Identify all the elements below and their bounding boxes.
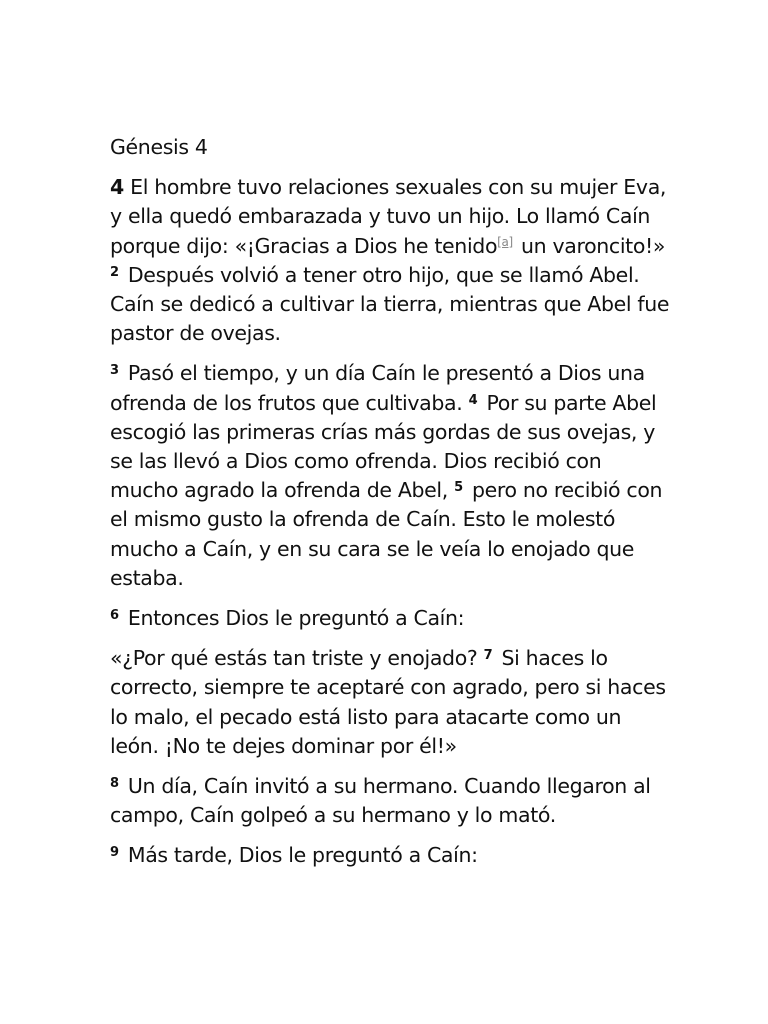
footnote-link-a[interactable]: [a]	[497, 234, 513, 249]
paragraph-verse-6	[110, 604, 670, 633]
verse-1-text-a: El hombre tuvo relaciones sexuales con su mujer Eva, y ella quedó embarazada y tuvo un hijo. Lo llamó Caín porque dijo: «¡Gracias a Dios he tenido	[110, 175, 667, 258]
verse-6-quote-text: «¿Por qué estás tan triste y enojado?	[110, 646, 484, 671]
verse-number-7: 7	[483, 648, 493, 664]
document-page	[110, 133, 670, 882]
verse-number-8: 8	[110, 776, 119, 792]
verse-8-text: Un día, Caín invitó a su hermano. Cuando llegaron al campo, Caín golpeó a su hermano y lo mató.	[110, 774, 651, 828]
verse-number-6: 6	[110, 608, 119, 624]
verse-5-text: pero no recibió con el mismo gusto la ofrenda de Caín. Esto le molestó mucho a Caín, y en su cara se le veía lo enojado que estaba.	[110, 478, 663, 590]
verse-1-text-b: un varoncito!»	[514, 233, 666, 258]
verse-number-9: 9	[110, 845, 119, 861]
verse-3-text: Pasó el tiempo, y un día Caín le presentó a Dios una ofrenda de los frutos que cultivaba.	[110, 361, 645, 415]
paragraph-verses-1-2	[110, 173, 670, 348]
verse-4-text: Por su parte Abel escogió las primeras crías más gordas de sus ovejas, y se las llevó a Dios como ofrenda. Dios recibió con mucho agrado la ofrenda de Abel,	[110, 390, 657, 503]
chapter-number: 4	[110, 175, 124, 200]
verse-6-text: Entonces Dios le preguntó a Caín:	[121, 606, 465, 631]
paragraph-verse-9	[110, 841, 670, 870]
verse-number-4: 4	[468, 392, 478, 408]
verse-number-2: 2	[110, 264, 119, 280]
paragraph-verse-8	[110, 772, 670, 830]
paragraph-verses-6-7-quote	[110, 644, 670, 761]
verse-number-5: 5	[454, 480, 463, 496]
verse-2-text: Después volvió a tener otro hijo, que se llamó Abel. Caín se dedicó a cultivar la tierra, mientras que Abel fue pastor de ovejas.	[110, 262, 670, 346]
chapter-title: Génesis 4	[110, 135, 208, 159]
verse-number-3: 3	[110, 363, 119, 379]
verse-9-text: Más tarde, Dios le preguntó a Caín:	[121, 843, 478, 868]
verse-7-text: Si haces lo correcto, siempre te aceptaré con agrado, pero si haces lo malo, el pecado está listo para atacarte como un león. ¡No te dejes dominar por él!»	[110, 646, 666, 758]
paragraph-verses-3-5	[110, 359, 670, 593]
